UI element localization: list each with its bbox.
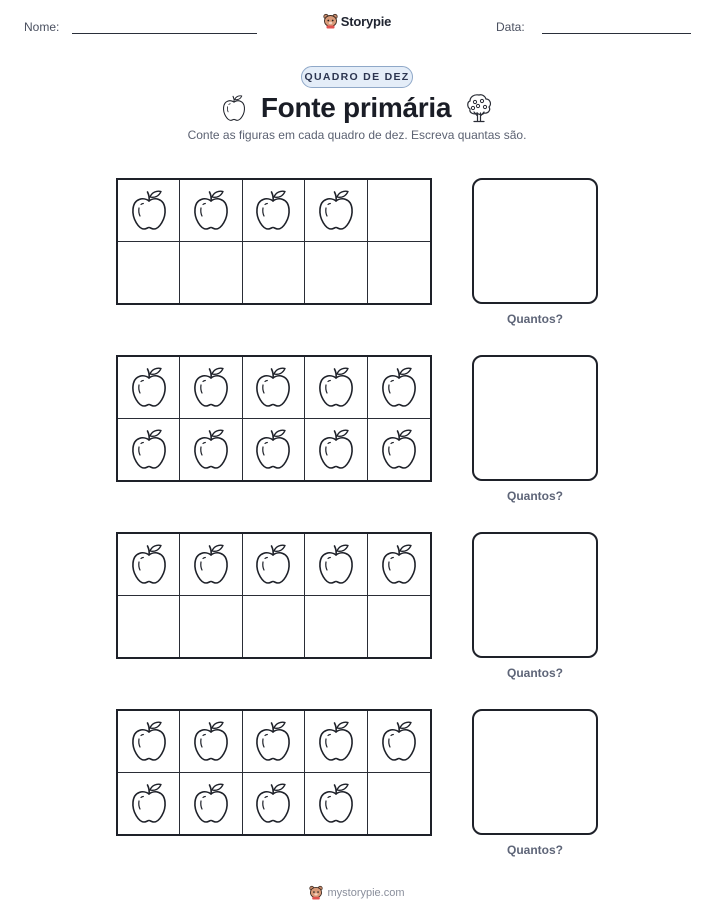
instructions: Conte as figuras em cada quadro de dez. Escreva quantas são. xyxy=(187,128,527,142)
apple-icon xyxy=(191,427,231,471)
frame-cell xyxy=(305,357,367,419)
apple-icon xyxy=(191,781,231,825)
apple-icon xyxy=(129,188,169,232)
frame-cell xyxy=(118,357,180,419)
date-line[interactable] xyxy=(542,33,691,34)
frame-cell xyxy=(180,534,242,596)
frame-cell xyxy=(368,180,430,242)
apple-icon xyxy=(221,93,247,123)
apple-icon xyxy=(191,719,231,763)
apple-icon xyxy=(379,365,419,409)
frame-cell xyxy=(118,242,180,304)
apple-icon xyxy=(316,719,356,763)
frame-cell xyxy=(180,711,242,773)
frame-cell xyxy=(305,534,367,596)
apple-icon xyxy=(379,542,419,586)
answer-label: Quantos? xyxy=(507,843,563,857)
frame-cell xyxy=(368,357,430,419)
apple-icon xyxy=(129,781,169,825)
frame-cell xyxy=(180,180,242,242)
frame-cell xyxy=(368,711,430,773)
frame-cell xyxy=(180,596,242,658)
apple-icon xyxy=(191,542,231,586)
apple-icon xyxy=(191,188,231,232)
frame-cell xyxy=(118,596,180,658)
apple-icon xyxy=(316,542,356,586)
date-label: Data: xyxy=(496,20,525,34)
frame-cell xyxy=(180,773,242,835)
frame-cell xyxy=(118,419,180,481)
brand-name: Storypie xyxy=(340,13,392,29)
page-title: Fonte primária xyxy=(260,92,452,123)
frame-cell xyxy=(305,596,367,658)
frame-cell xyxy=(305,711,367,773)
apple-icon xyxy=(379,719,419,763)
answer-box[interactable] xyxy=(472,532,598,658)
frame-cell xyxy=(180,357,242,419)
category-badge: QUADRO DE DEZ xyxy=(301,66,413,88)
frame-cell xyxy=(368,242,430,304)
apple-icon xyxy=(191,365,231,409)
frame-cell xyxy=(118,773,180,835)
apple-icon xyxy=(129,542,169,586)
frame-cell xyxy=(368,596,430,658)
apple-icon xyxy=(253,719,293,763)
ten-frame xyxy=(116,532,432,659)
apple-icon xyxy=(316,781,356,825)
frame-cell xyxy=(118,711,180,773)
name-line[interactable] xyxy=(72,33,257,34)
answer-label: Quantos? xyxy=(507,666,563,680)
answer-box[interactable] xyxy=(472,355,598,481)
storypie-mascot-icon xyxy=(323,13,338,29)
answer-label: Quantos? xyxy=(507,489,563,503)
apple-icon xyxy=(253,781,293,825)
ten-frame xyxy=(116,178,432,305)
frame-cell xyxy=(305,242,367,304)
frame-cell xyxy=(243,180,305,242)
apple-icon xyxy=(316,365,356,409)
apple-icon xyxy=(316,427,356,471)
apple-icon xyxy=(379,427,419,471)
frame-cell xyxy=(243,773,305,835)
apple-icon xyxy=(129,719,169,763)
frame-cell xyxy=(305,419,367,481)
frame-cell xyxy=(180,242,242,304)
answer-box[interactable] xyxy=(472,709,598,835)
apple-icon xyxy=(253,365,293,409)
frame-cell xyxy=(305,180,367,242)
apple-icon xyxy=(253,427,293,471)
title-row xyxy=(0,91,714,125)
frame-cell xyxy=(368,773,430,835)
apple-icon xyxy=(253,542,293,586)
frame-cell xyxy=(243,596,305,658)
answer-label: Quantos? xyxy=(507,312,563,326)
frame-cell xyxy=(243,711,305,773)
apple-icon xyxy=(129,365,169,409)
frame-cell xyxy=(118,180,180,242)
frame-cell xyxy=(243,357,305,419)
frame-cell xyxy=(118,534,180,596)
frame-cell xyxy=(243,419,305,481)
storypie-mascot-icon xyxy=(309,885,323,900)
apple-tree-icon xyxy=(465,92,493,124)
apple-icon xyxy=(129,427,169,471)
apple-icon xyxy=(253,188,293,232)
answer-box[interactable] xyxy=(472,178,598,304)
footer xyxy=(0,885,714,900)
brand-logo xyxy=(0,13,714,29)
ten-frame xyxy=(116,355,432,482)
apple-icon xyxy=(316,188,356,232)
frame-cell xyxy=(368,419,430,481)
frame-cell xyxy=(243,242,305,304)
footer-url: mystorypie.com xyxy=(327,886,405,899)
ten-frame xyxy=(116,709,432,836)
frame-cell xyxy=(368,534,430,596)
frame-cell xyxy=(305,773,367,835)
name-label: Nome: xyxy=(24,20,60,34)
frame-cell xyxy=(243,534,305,596)
frame-cell xyxy=(180,419,242,481)
